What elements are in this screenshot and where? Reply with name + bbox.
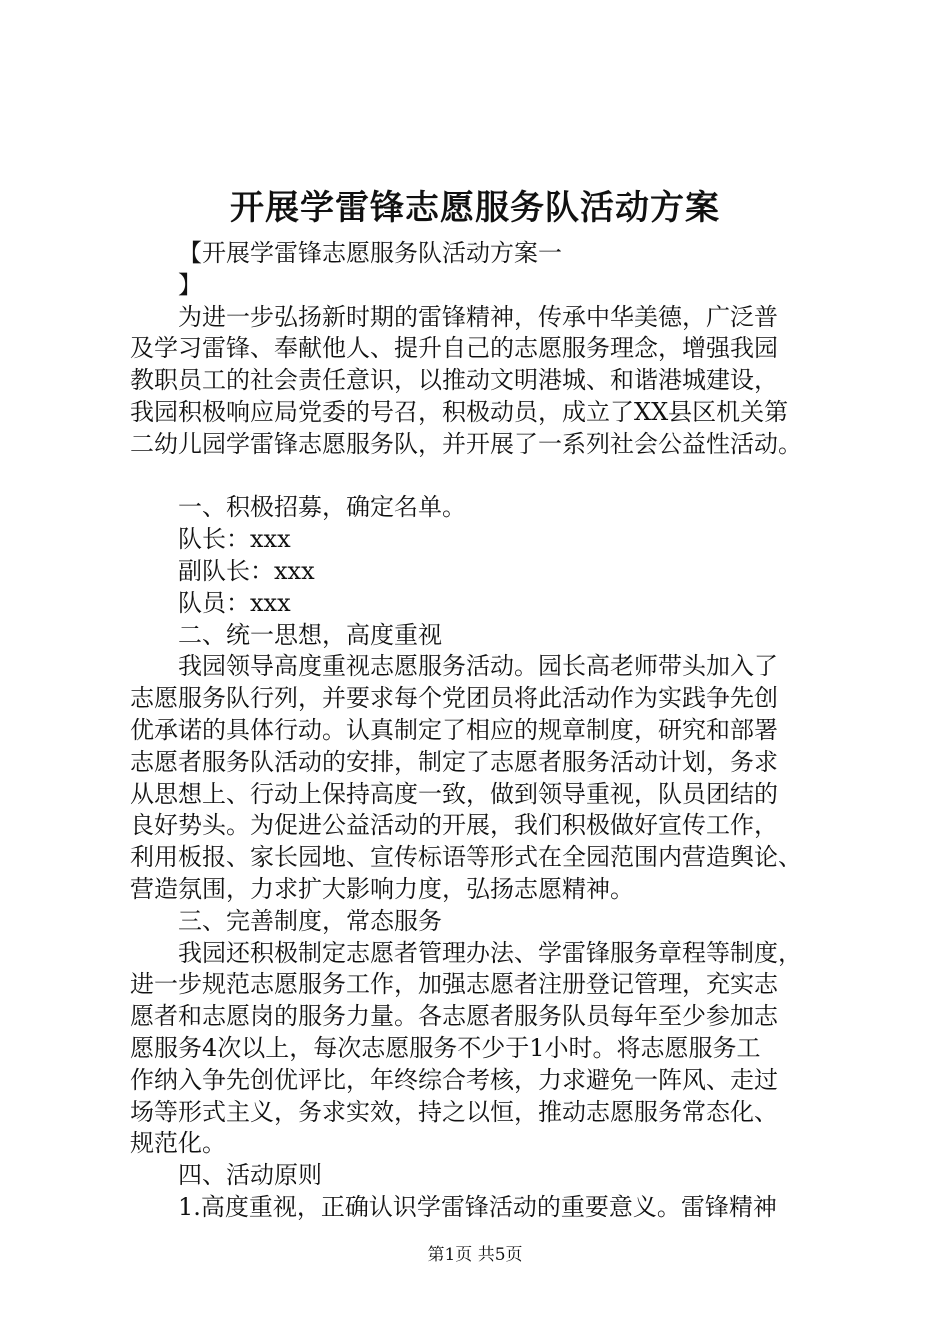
paragraph-line: 良好势头。为促进公益活动的开展，我们积极做好宣传工作， [130, 811, 778, 840]
paragraph-line: 我园积极响应局党委的号召，积极动员，成立了XX县区机关第 [130, 397, 789, 426]
paragraph-line: 一、积极招募，确定名单。 [178, 493, 466, 522]
document-title: 开展学雷锋志愿服务队活动方案 [230, 188, 720, 228]
paragraph-line: 1.高度重视，正确认识学雷锋活动的重要意义。雷锋精神 [178, 1192, 777, 1221]
paragraph-line: 三、完善制度，常态服务 [178, 906, 442, 935]
paragraph-line: 场等形式主义，务求实效，持之以恒，推动志愿服务常态化、 [130, 1097, 778, 1126]
paragraph-line: 营造氛围，力求扩大影响力度，弘扬志愿精神。 [130, 874, 634, 903]
paragraph-line: 利用板报、家长园地、宣传标语等形式在全园范围内营造舆论、 [130, 843, 802, 872]
paragraph-line: 四、活动原则 [178, 1161, 322, 1190]
paragraph-line: 二幼儿园学雷锋志愿服务队，并开展了一系列社会公益性活动。 [130, 429, 802, 458]
paragraph-line: 教职员工的社会责任意识，以推动文明港城、和谐港城建设， [130, 366, 778, 395]
paragraph-line: 从思想上、行动上保持高度一致，做到领导重视，队员团结的 [130, 779, 778, 808]
page-footer: 第1页 共5页 [427, 1245, 523, 1265]
paragraph-line: 队长：xxx [178, 525, 291, 554]
paragraph-line: 二、统一思想，高度重视 [178, 620, 442, 649]
blank-line [130, 461, 830, 493]
document-body [130, 238, 830, 1224]
paragraph-line: 我园领导高度重视志愿服务活动。园长高老师带头加入了 [178, 652, 778, 681]
paragraph-line: 志愿者服务队活动的安排，制定了志愿者服务活动计划，务求 [130, 747, 778, 776]
paragraph-line: 愿者和志愿岗的服务力量。各志愿者服务队员每年至少参加志 [130, 1002, 778, 1031]
paragraph-line: 为进一步弘扬新时期的雷锋精神，传承中华美德，广泛普 [178, 302, 778, 331]
paragraph-line: 及学习雷锋、奉献他人、提升自己的志愿服务理念，增强我园 [130, 334, 778, 363]
paragraph-line: 愿服务4次以上，每次志愿服务不少于1小时。将志愿服务工 [130, 1033, 761, 1062]
paragraph-line: 志愿服务队行列，并要求每个党团员将此活动作为实践争先创 [130, 684, 778, 713]
paragraph-line: 作纳入争先创优评比，年终综合考核，力求避免一阵风、走过 [130, 1065, 778, 1094]
paragraph-line: 优承诺的具体行动。认真制定了相应的规章制度，研究和部署 [130, 715, 778, 744]
paragraph-line: 进一步规范志愿服务工作，加强志愿者注册登记管理，充实志 [130, 970, 778, 999]
paragraph-line: 副队长：xxx [178, 556, 315, 585]
paragraph-line: 队员：xxx [178, 588, 291, 617]
paragraph-line: 【开展学雷锋志愿服务队活动方案一 [178, 239, 562, 267]
paragraph-line: 】 [178, 270, 202, 299]
paragraph-line: 规范化。 [130, 1129, 226, 1158]
paragraph-line: 我园还积极制定志愿者管理办法、学雷锋服务章程等制度， [178, 938, 802, 967]
